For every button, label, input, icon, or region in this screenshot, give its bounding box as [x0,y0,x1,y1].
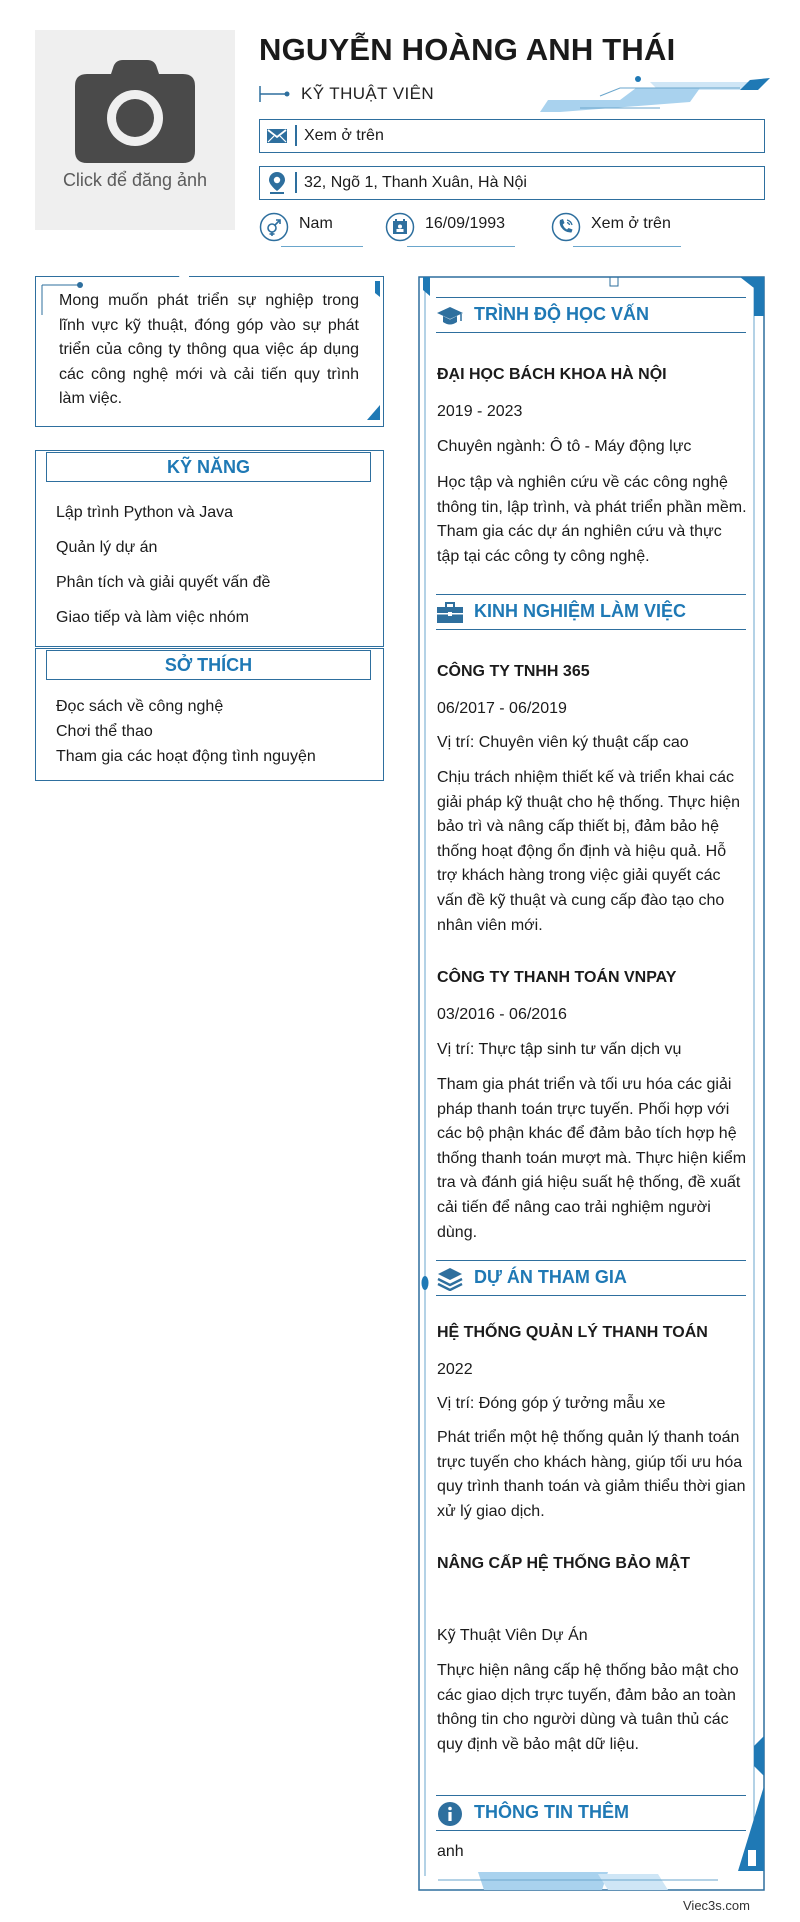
career-objective-box [35,276,384,427]
education-section-title [436,297,746,333]
photo-caption: Click để đăng ảnh [62,170,208,190]
job-description: Chịu trách nhiệm thiết kế và triển khai các giải pháp kỹ thuật cho hệ thống. Thực hiện bảo trì và nâng cấp thiết bị, đảm bảo hệ thống hoạt động ổn định và hiệu quả. Hỗ trợ khách hàng trong việc giải quyết các vấn đề kỹ thuật và cung cấp đào tạo cho nhân viên mới. [437,769,741,934]
project-name: NÂNG CẤP HỆ THỐNG BẢO MẬT [437,1555,691,1572]
skill-item: Phân tích và giải quyết vấn đề [56,574,271,591]
skill-item: Giao tiếp và làm việc nhóm [56,609,249,626]
footer-watermark: Viec3s.com [683,1898,750,1913]
camera-icon [75,58,195,163]
project-description: Thực hiện nâng cấp hệ thống bảo mật cho các giao dịch trực tuyến, đảm bảo an toàn thông tin cho người dùng và tuân thủ các quy định về bảo mật dữ liệu. [437,1662,739,1753]
job-period: 06/2017 - 06/2019 [437,700,567,717]
additional-info-section-title [436,1795,746,1831]
separator [295,172,297,193]
job-position: KỸ THUẬT VIÊN [301,84,435,103]
company-name: CÔNG TY TNHH 365 [437,663,590,680]
projects-section-title [436,1260,746,1296]
hobbies-box [35,648,384,781]
section-heading: KINH NGHIỆM LÀM VIỆC [474,601,687,621]
project-role: Vị trí: Đóng góp ý tưởng mẫu xe [437,1395,666,1412]
graduation-cap-icon [436,304,464,328]
briefcase-icon [436,601,464,625]
header-decoration [540,74,770,114]
skills-title: KỸ NĂNG [46,452,371,482]
hobby-item: Chơi thể thao [56,723,153,740]
job-description: Tham gia phát triển và tối ưu hóa các giải pháp thanh toán trực tuyến. Phối hợp với các bộ phận khác để đảm bảo tích hợp hệ thống thanh toán mượt mà. Thực hiện kiểm tra và đánh giá hiệu suất hệ thống, đề xuất cải tiến để nâng cao trải nghiệm người dùng. [437,1076,747,1241]
project-name: HỆ THỐNG QUẢN LÝ THANH TOÁN [437,1324,708,1341]
location-pin-icon [260,167,294,198]
job-role: Vị trí: Thực tập sinh tư vấn dịch vụ [437,1041,682,1058]
underline [281,246,363,247]
education-period: 2019 - 2023 [437,403,523,420]
underline [573,246,681,247]
job-period: 03/2016 - 06/2016 [437,1006,567,1023]
company-name: CÔNG TY THANH TOÁN VNPAY [437,969,677,986]
additional-info-text: anh [437,1843,464,1860]
project-role: Kỹ Thuật Viên Dự Án [437,1627,588,1644]
layers-icon [436,1267,464,1291]
skill-item: Lập trình Python và Java [56,504,233,521]
full-name: NGUYỄN HOÀNG ANH THÁI [259,32,676,67]
calendar-icon [385,212,415,242]
hobby-item: Tham gia các hoạt động tình nguyện [56,748,316,765]
project-description: Phát triển một hệ thống quản lý thanh toán trực tuyến cho khách hàng, giúp tối ưu hóa quy trình thanh toán và giảm thiểu thời gian xử lý giao dịch. [437,1429,746,1520]
skill-item: Quản lý dự án [56,539,158,556]
separator [295,125,297,146]
section-heading: THÔNG TIN THÊM [474,1802,629,1822]
hobbies-title: SỞ THÍCH [46,650,371,680]
skills-box [35,450,384,647]
email-field[interactable] [259,119,765,153]
address-field[interactable] [259,166,765,200]
profile-photo-placeholder[interactable] [35,30,235,230]
birthday-field[interactable] [385,212,515,250]
hobby-item: Đọc sách về công nghệ [56,698,224,715]
section-heading: TRÌNH ĐỘ HỌC VẤN [474,304,649,324]
education-major: Chuyên ngành: Ô tô - Máy động lực [437,438,692,455]
birthday-value: 16/09/1993 [425,215,506,232]
email-value: Xem ở trên [304,127,384,144]
project-year: 2022 [437,1361,473,1378]
phone-field[interactable] [551,212,691,250]
school-name: ĐẠI HỌC BÁCH KHOA HÀ NỘI [437,366,667,383]
email-icon [260,120,294,151]
experience-section-title [436,594,746,630]
position-marker-icon [259,84,291,104]
address-value: 32, Ngõ 1, Thanh Xuân, Hà Nội [304,174,527,191]
phone-value: Xem ở trên [591,215,671,232]
gender-icon [259,212,289,242]
education-description: Học tập và nghiên cứu về các công nghệ thông tin, lập trình, và phát triển phần mềm. Tham gia các dự án nghiên cứu và thực tập tại các công ty công nghệ. [437,474,747,565]
gender-field[interactable] [259,212,364,250]
gender-value: Nam [299,215,333,232]
underline [407,246,515,247]
section-heading: DỰ ÁN THAM GIA [474,1267,627,1287]
job-role: Vị trí: Chuyên viên ký thuật cấp cao [437,734,689,751]
phone-icon [551,212,581,242]
info-icon [436,1802,464,1826]
objective-text: Mong muốn phát triển sự nghiệp trong lĩnh vực kỹ thuật, đóng góp vào sự phát triển của công ty thông qua việc áp dụng các công nghệ mới và cải tiến quy trình làm việc. [59,292,359,408]
